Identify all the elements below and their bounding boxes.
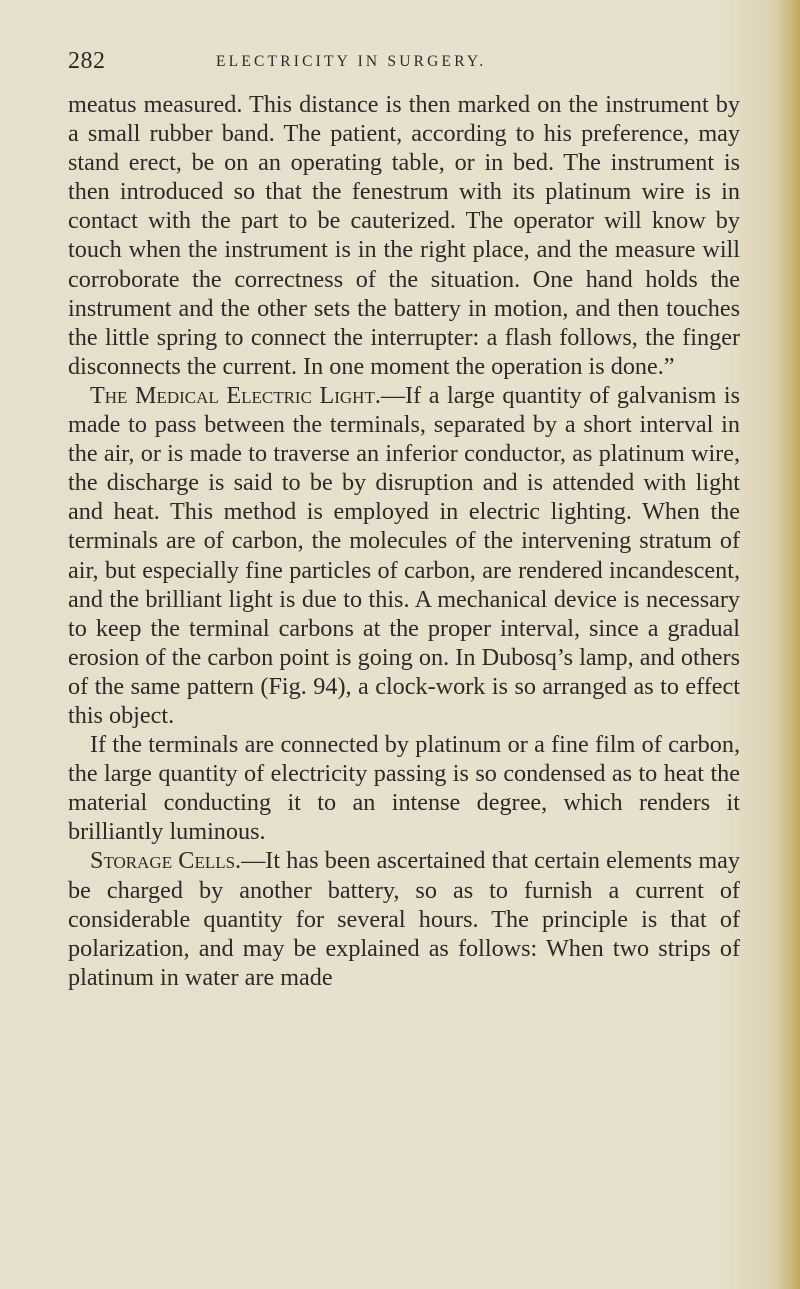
page-header xyxy=(68,48,748,78)
paragraph-text: —It has been ascertained that certain elements may be charged by another battery, so as to furnish a current of considerable quantity for several hours. The principle is that of polarization, and may be explained as follows: When two strips of platinum in water are made xyxy=(68,847,741,991)
paragraph-terminals: If the terminals are connected by platinum or a fine film of carbon, the large quantity of electricity passing is so condensed as to heat the material conducting it to an intense degree, which renders it brilliantly luminous. xyxy=(68,731,740,846)
paragraph-continuation: meatus measured. This distance is then marked on the instrument by a small rubber band. The patient, according to his preference, may stand erect, be on an operating table, or in bed. The instrument is then introduced so that the fenestrum with its platinum wire is in contact with the part to be cauterized. The operator will know by touch when the instrument is in the right place, and the measure will corroborate the correctness of the situation. One hand holds the instrument and the other sets the battery in motion, and then touches the little spring to connect the interrupter: a flash follows, the finger disconnects the current. In one moment the operation is done.” xyxy=(68,91,740,380)
running-head: ELECTRICITY IN SURGERY. xyxy=(216,53,487,70)
section-heading-storage-cells: Storage Cells. xyxy=(90,847,242,875)
section-heading-medical-electric-light: The Medical Electric Light. xyxy=(90,381,381,409)
page-edge-shadow xyxy=(778,0,800,1289)
body-text xyxy=(68,90,740,992)
paragraph-text: —If a large quantity of galvanism is made to pass between the terminals, separated by a short interval in the air, or is made to traverse an inferior conductor, as platinum wire, the discharge is said to be by disruption and is attended with light and heat. This method is employed in electric lighting. When the terminals are of carbon, the molecules of the intervening stratum of air, but especially fine particles of carbon, are rendered incandescent, and the brilliant light is due to this. A mechanical device is necessary to keep the terminal carbons at the proper interval, since a gradual erosion of the carbon point is going on. In Dubosq’s lamp, and others of the same pattern (Fig. 94), a clock-work is so arranged as to effect this object. xyxy=(68,381,740,729)
page-number: 282 xyxy=(68,48,106,74)
paragraph-storage-cells xyxy=(68,846,740,991)
paragraph-medical-electric-light xyxy=(68,381,740,730)
